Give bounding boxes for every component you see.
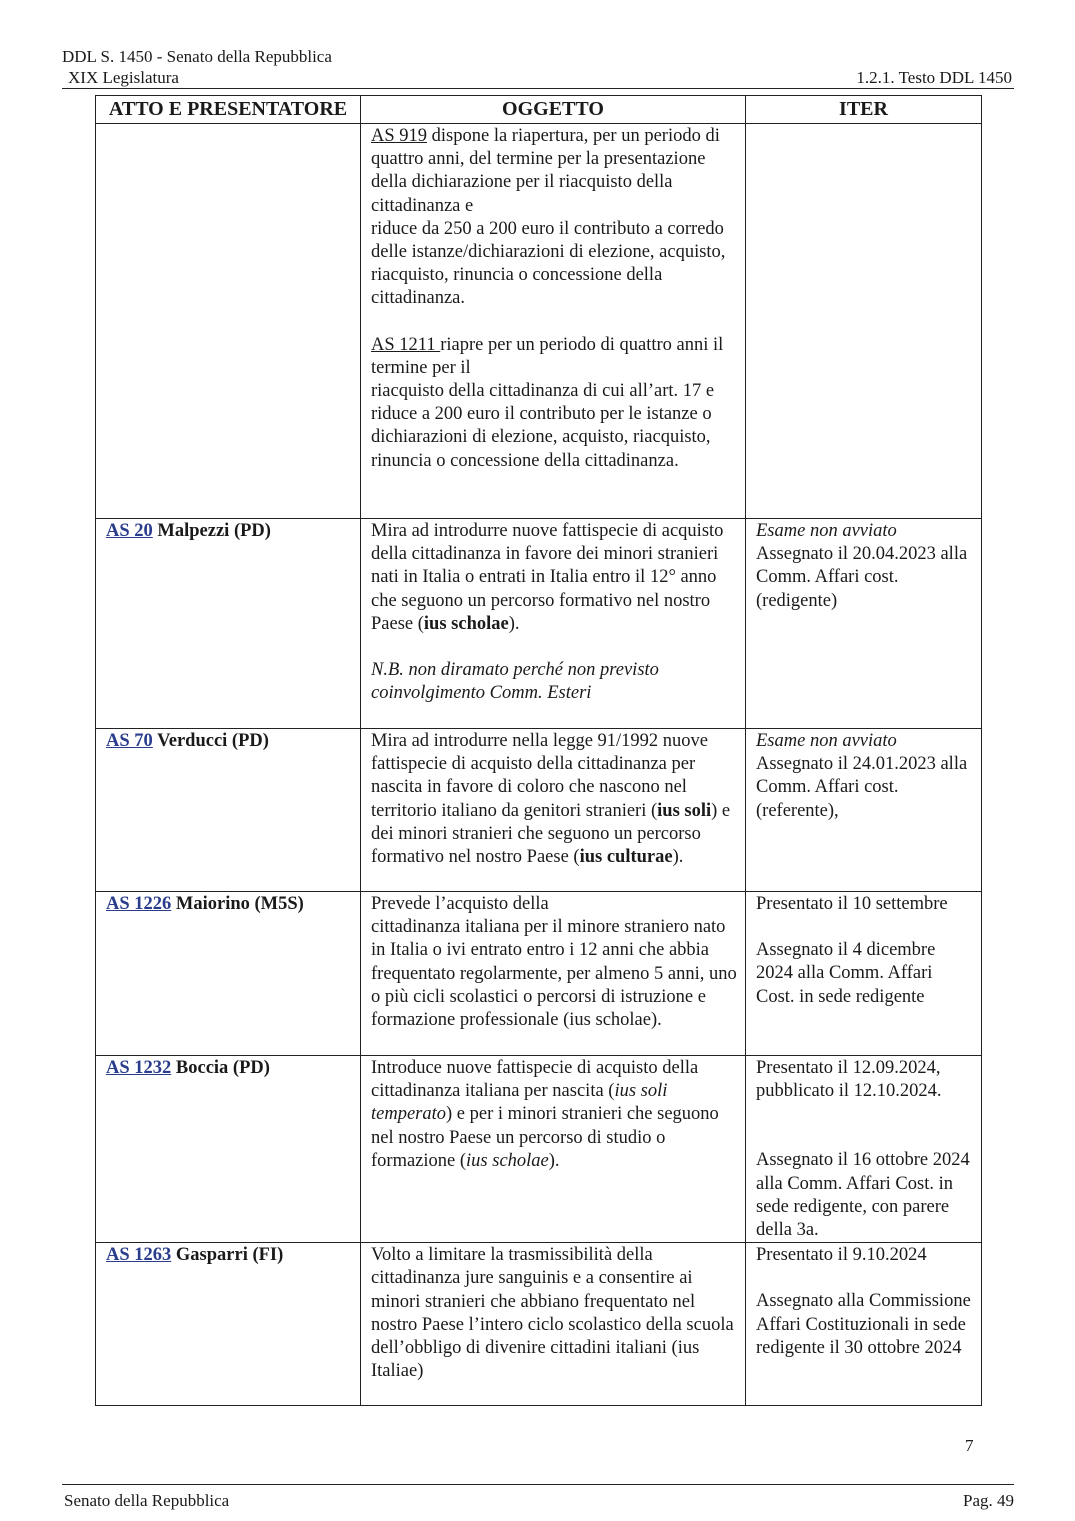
oggetto-text: ) e per i minori stranieri che seguono nel nostro Paese un percorso di studio o formazione ( bbox=[371, 1104, 719, 1171]
table-row bbox=[96, 1243, 982, 1406]
atto-link[interactable]: AS 1263 bbox=[106, 1245, 172, 1266]
oggetto-cell bbox=[361, 1056, 746, 1243]
header-subline bbox=[62, 68, 1012, 88]
as1211-text2: riacquisto della cittadinanza di cui all’art. 17 e riduce a 200 euro il contributo per le istanze o dichiarazioni di elezione, acquisto, riacquisto, bbox=[371, 381, 715, 448]
iter-cell bbox=[746, 729, 982, 892]
iter-status: Esame non avviato bbox=[756, 731, 897, 751]
footer-rule bbox=[62, 1484, 1014, 1485]
iter-detail: Assegnato il 16 ottobre 2024 alla Comm. Affari Cost. in sede redigente, con parere della 3a. bbox=[756, 1150, 970, 1241]
atto-cell bbox=[96, 892, 361, 1056]
footer bbox=[64, 1491, 1014, 1511]
header-section: 1.2.1. Testo DDL 1450 bbox=[856, 68, 1012, 87]
oggetto-italic: ius soli temperato bbox=[371, 1081, 668, 1125]
table-row bbox=[96, 892, 982, 1056]
header-iter: ITER bbox=[746, 96, 982, 124]
oggetto-cell bbox=[361, 729, 746, 892]
table-row bbox=[96, 729, 982, 892]
header-oggetto: OGGETTO bbox=[361, 96, 746, 124]
atto-cell bbox=[96, 729, 361, 892]
as919-text: dispone la riapertura, per un periodo di quattro anni, del termine per la presentazione della dichiarazione per il riacquisto della cittadinanza e bbox=[371, 126, 720, 216]
presentatore: Boccia (PD) bbox=[171, 1058, 270, 1078]
iter-detail: Assegnato il 24.01.2023 alla Comm. Affari cost. (referente), bbox=[756, 754, 968, 821]
oggetto-text: Introduce nuove fattispecie di acquisto della cittadinanza italiana per nascita ( bbox=[371, 1058, 699, 1102]
iter-status: Presentato il 12.09.2024, pubblicato il 12.10.2024. bbox=[756, 1058, 942, 1102]
presentatore: Malpezzi (PD) bbox=[152, 521, 271, 541]
table-row-continuation bbox=[96, 124, 982, 519]
table-header-row bbox=[96, 96, 982, 124]
iter-status: Esame non avviato bbox=[756, 521, 897, 541]
oggetto-text: Mira ad introdurre nella legge 91/1992 nuove fattispecie di acquisto della cittadinanza per nascita in favore di coloro che nascono nel territorio italiano da genitori stranieri ( bbox=[371, 731, 709, 821]
as1211-text: riapre per un periodo di quattro anni il termine per il bbox=[371, 334, 724, 378]
header-legislatura: XIX Legislatura bbox=[68, 68, 179, 87]
atto-link[interactable]: AS 20 bbox=[106, 521, 153, 541]
atto-cell bbox=[96, 124, 361, 519]
oggetto-text: ). bbox=[508, 613, 520, 634]
atto-link[interactable]: AS 1232 bbox=[106, 1058, 172, 1078]
atto-cell bbox=[96, 1056, 361, 1243]
iter-cell bbox=[746, 124, 982, 519]
oggetto-text: ). bbox=[672, 847, 684, 868]
header-atto: ATTO E PRESENTATORE bbox=[96, 96, 361, 124]
oggetto-bold: ius soli bbox=[657, 800, 712, 821]
oggetto-cell bbox=[361, 892, 746, 1056]
atto-cell bbox=[96, 1243, 361, 1406]
table-row bbox=[96, 1056, 982, 1243]
oggetto-text: Mira ad introdurre nuove fattispecie di acquisto della cittadinanza in favore dei minori stranieri nati in Italia o entrati in Italia entro il 12° anno che seguono un percorso formativo nel nostro Paese ( bbox=[371, 521, 724, 634]
iter-status: Presentato il 10 settembre bbox=[756, 894, 948, 914]
header-title: DDL S. 1450 - Senato della Repubblica bbox=[62, 47, 332, 66]
presentatore: Verducci (PD) bbox=[152, 731, 269, 751]
header-rule bbox=[62, 88, 1014, 89]
iter-cell bbox=[746, 892, 982, 1056]
oggetto-text: ) e dei minori stranieri che seguono un percorso formativo nel nostro Paese ( bbox=[371, 800, 731, 868]
as919-text2: riduce da 250 a 200 euro il contributo a corredo delle istanze/dichiarazioni di elezione, acquisto, riacquisto, rinuncia o concessione della cittadinanza. bbox=[371, 218, 726, 309]
oggetto-italic: ius scholae bbox=[466, 1150, 549, 1171]
nota-text: N.B. non diramato perché non previsto coinvolgimento Comm. Esteri bbox=[371, 660, 659, 704]
as1211-text3: rinuncia o concessione della cittadinanza. bbox=[371, 450, 679, 471]
atto-link[interactable]: AS 70 bbox=[106, 731, 153, 751]
footer-left: Senato della Repubblica bbox=[64, 1491, 230, 1510]
oggetto-text: Volto a limitare la trasmissibilità della cittadinanza jure sanguinis e a consentire ai minori stranieri che abbiano frequentato nel nostro Paese l’intero ciclo scolastico della scuola dell’obbligo di divenire cittadini italiani (ius Italiae) bbox=[371, 1245, 734, 1382]
iter-detail: Assegnato il 4 dicembre 2024 alla Comm. Affari Cost. in sede redigente bbox=[756, 940, 936, 1007]
oggetto-text: ). bbox=[548, 1150, 560, 1171]
iter-detail: Assegnato alla Commissione Affari Costituzionali in sede redigente il 30 ottobre 2024 bbox=[756, 1291, 971, 1358]
iter-status: Presentato il 9.10.2024 bbox=[756, 1245, 927, 1266]
footer-page: Pag. 49 bbox=[963, 1491, 1014, 1510]
oggetto-cell bbox=[361, 1243, 746, 1406]
iter-detail: Assegnato il 20.04.2023 alla Comm. Affari cost. (redigente) bbox=[756, 544, 968, 611]
oggetto-text: cittadinanza italiana per il minore straniero nato in Italia o ivi entrato entro i 12 anni che abbia frequentato regolarmente, per almeno 5 anni, uno o più cicli scolastici o percorsi di istruzione e formazione professionale (ius scholae). bbox=[371, 917, 737, 1031]
page-number: 7 bbox=[965, 1436, 974, 1455]
oggetto-bold: ius scholae bbox=[423, 613, 509, 634]
table-row bbox=[96, 519, 982, 729]
oggetto-cell bbox=[361, 124, 746, 519]
as919-ref[interactable]: AS 919 bbox=[371, 126, 428, 146]
oggetto-cell bbox=[361, 519, 746, 729]
iter-cell bbox=[746, 1056, 982, 1243]
as1211-ref[interactable]: AS 1211 bbox=[371, 334, 441, 355]
atto-cell bbox=[96, 519, 361, 729]
presentatore: Maiorino (M5S) bbox=[171, 894, 304, 914]
iter-cell bbox=[746, 1243, 982, 1406]
atto-link[interactable]: AS 1226 bbox=[106, 894, 172, 914]
presentatore: Gasparri (FI) bbox=[171, 1245, 284, 1266]
iter-cell bbox=[746, 519, 982, 729]
oggetto-bold: ius culturae bbox=[579, 847, 673, 868]
ddl-table bbox=[95, 95, 982, 1406]
oggetto-text: Prevede l’acquisto della bbox=[371, 894, 549, 914]
